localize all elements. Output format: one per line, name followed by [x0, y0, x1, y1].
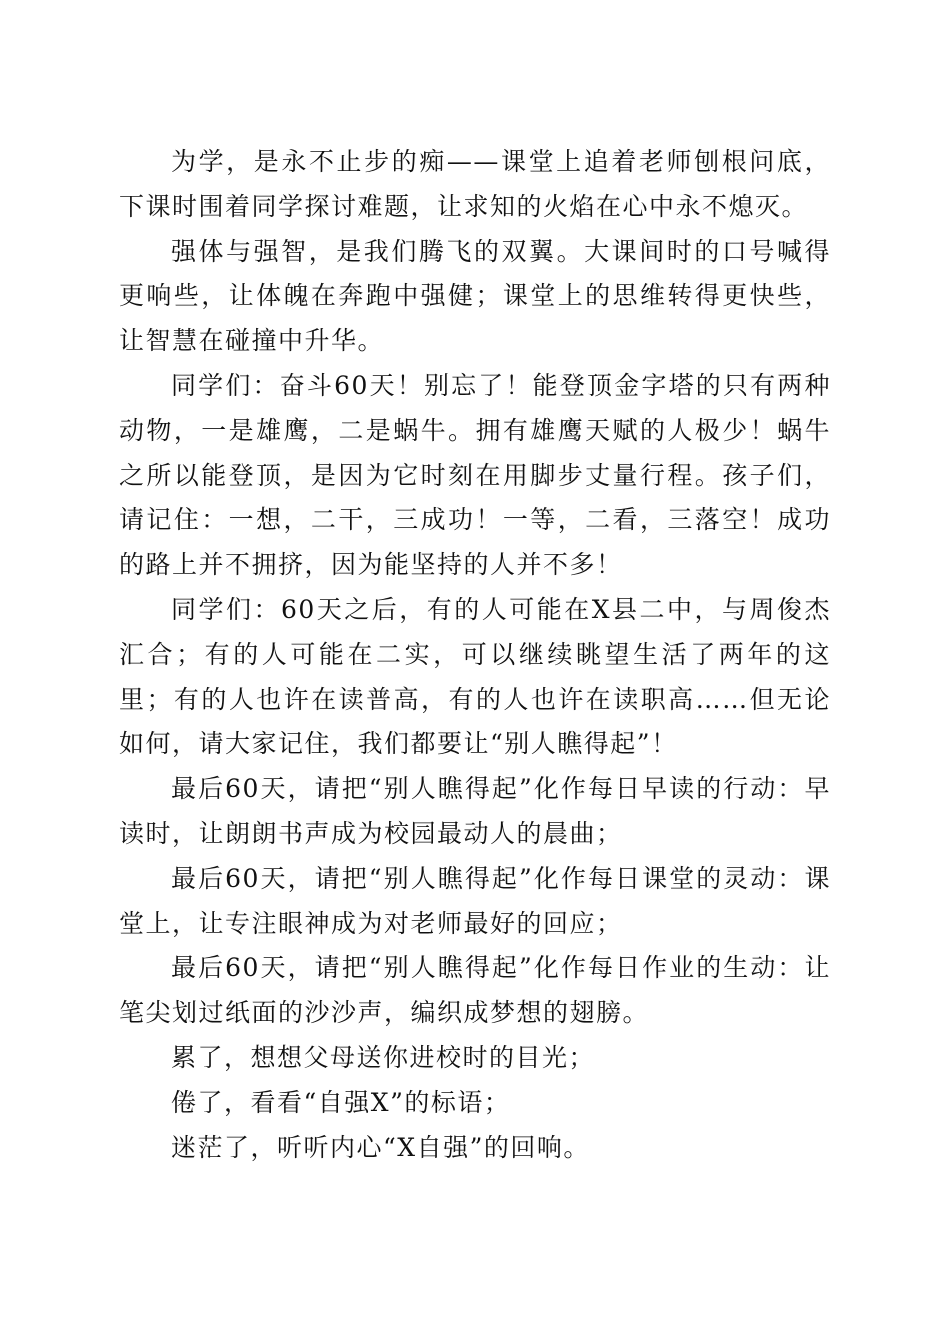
paragraph-3: 同学们：奋斗60天！别忘了！能登顶金字塔的只有两种动物，一是雄鹰，二是蜗牛。拥有雄鹰天赋的人极少！蜗牛之所以能登顶，是因为它时刻在用脚步丈量行程。孩子们，请记住：一想，二干，三成功！一等，二看，三落空！成功的路上并不拥挤，因为能坚持的人并不多！ [119, 370, 831, 580]
paragraph-6: 最后60天，请把“别人瞧得起”化作每日课堂的灵动：课堂上，让专注眼神成为对老师最好的回应； [119, 863, 831, 938]
paragraph-10: 迷茫了，听听内心“X自强”的回响。 [171, 1132, 590, 1162]
paragraph-8: 累了，想想父母送你进校时的目光； [171, 1042, 596, 1072]
document-body [119, 140, 831, 1170]
paragraph-9: 倦了，看看“自强X”的标语； [171, 1087, 511, 1117]
paragraph-7: 最后60天，请把“别人瞧得起”化作每日作业的生动：让笔尖划过纸面的沙沙声，编织成梦想的翅膀。 [119, 953, 831, 1028]
paragraph-1: 为学，是永不止步的痴——课堂上追着老师刨根问底，下课时围着同学探讨难题，让求知的火焰在心中永不熄灭。 [119, 147, 831, 221]
paragraph-4: 同学们：60天之后，有的人可能在X县二中，与周俊杰汇合；有的人可能在二实，可以继续眺望生活了两年的这里；有的人也许在读普高，有的人也许在读职高……但无论如何，请大家记住，我们都要让“别人瞧得起”！ [119, 594, 831, 759]
paragraph-2: 强体与强智，是我们腾飞的双翼。大课间时的口号喊得更响些，让体魄在奔跑中强健；课堂上的思维转得更快些，让智慧在碰撞中升华。 [119, 236, 831, 356]
paragraph-5: 最后60天，请把“别人瞧得起”化作每日早读的行动：早读时，让朗朗书声成为校园最动人的晨曲； [119, 774, 831, 848]
